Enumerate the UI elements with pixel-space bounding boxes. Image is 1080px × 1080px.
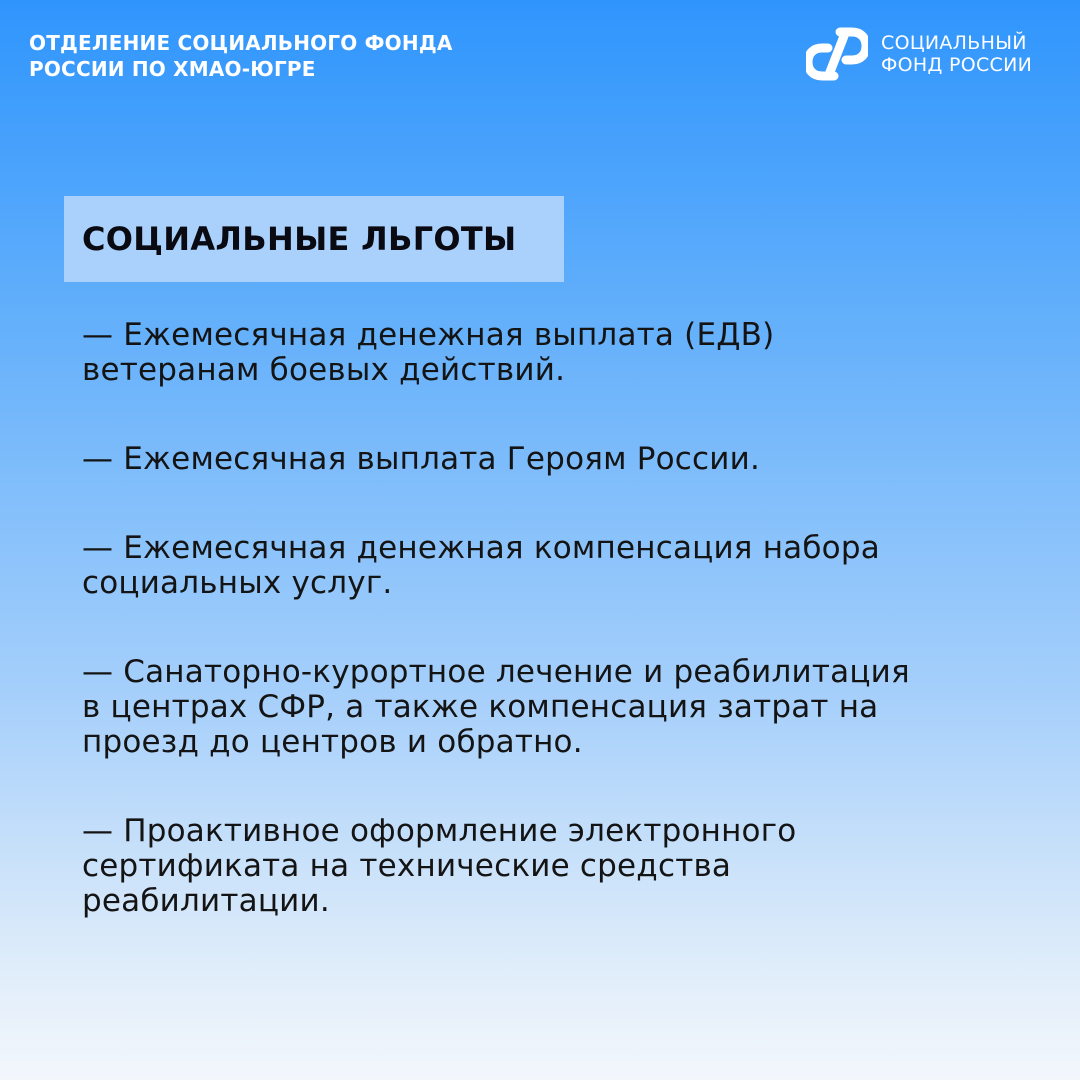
logo-text-line-2: ФОНД РОССИИ [881, 54, 1033, 76]
list-item-line: социальных услуг. [82, 565, 393, 601]
list-item-line: — Ежемесячная денежная компенсация набора [82, 530, 880, 566]
sfr-logo-icon [806, 26, 868, 82]
section-title-box [64, 196, 564, 282]
list-item [82, 442, 1052, 477]
list-item [82, 814, 1052, 919]
organization-name-line-2: РОССИИ ПО ХМАО-ЮГРЕ [29, 57, 316, 81]
section-title: СОЦИАЛЬНЫЕ ЛЬГОТЫ [82, 220, 517, 258]
list-item-line: в центрах СФР, а также компенсация затрат на [82, 689, 879, 725]
list-item [82, 318, 1052, 388]
sfr-logo [806, 26, 1056, 82]
organization-name [29, 30, 589, 82]
list-item-line: ветеранам боевых действий. [82, 352, 566, 388]
list-item-line: сертификата на технические средства [82, 848, 732, 884]
list-item-line: проезд до центров и обратно. [82, 724, 583, 760]
organization-name-line-1: ОТДЕЛЕНИЕ СОЦИАЛЬНОГО ФОНДА [29, 31, 453, 55]
list-item-line: — Ежемесячная денежная выплата (ЕДВ) [82, 317, 775, 353]
logo-text-line-1: СОЦИАЛЬНЫЙ [881, 32, 1027, 54]
list-item-line: — Проактивное оформление электронного [82, 813, 797, 849]
list-item [82, 531, 1052, 601]
benefits-list [82, 318, 1052, 919]
list-item-line: — Санаторно-курортное лечение и реабилитация [82, 654, 910, 690]
list-item-line: — Ежемесячная выплата Героям России. [82, 441, 761, 477]
list-item [82, 655, 1052, 760]
list-item-line: реабилитации. [82, 883, 330, 919]
logo-text [881, 32, 1032, 76]
